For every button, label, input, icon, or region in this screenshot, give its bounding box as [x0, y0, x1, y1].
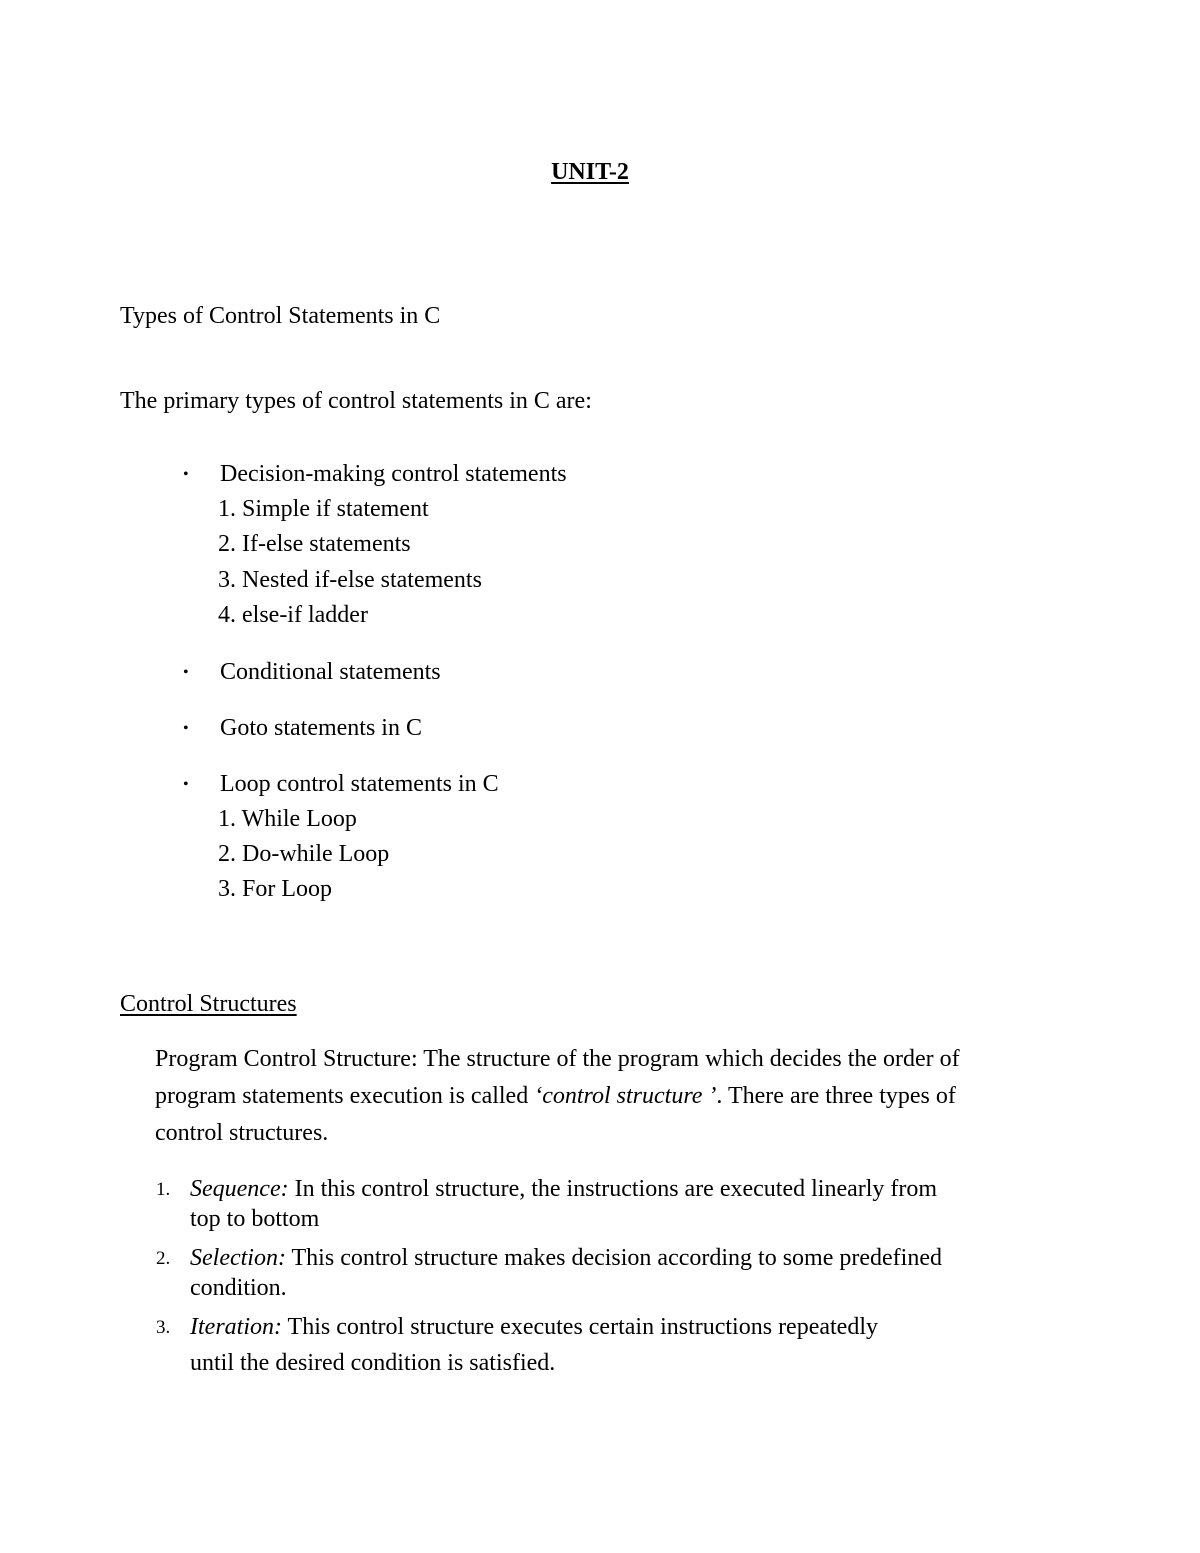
bullet-conditional: Conditional statements: [220, 659, 441, 685]
structure-item-sequence: [190, 1177, 937, 1201]
paragraph-line: Program Control Structure: The structure of the program which decides the order of: [155, 1046, 960, 1072]
structure-desc-continued: condition.: [190, 1275, 287, 1301]
sub-item: 1. Simple if statement: [218, 496, 429, 522]
structure-item-iteration: [190, 1315, 878, 1339]
sub-item: 2. If-else statements: [218, 531, 411, 557]
sub-item: 3. For Loop: [218, 876, 332, 902]
sub-item: 2. Do-while Loop: [218, 841, 390, 867]
structure-desc: This control structure makes decision according to some predefined: [285, 1245, 942, 1271]
bullet-marker: •: [183, 720, 189, 737]
bullet-decision-making: Decision-making control statements: [220, 461, 567, 487]
intro-text: The primary types of control statements in C are:: [120, 388, 592, 414]
list-number: 3.: [156, 1317, 171, 1338]
bullet-marker: •: [183, 776, 189, 793]
list-number: 2.: [156, 1248, 171, 1269]
structure-item-selection: [190, 1246, 942, 1270]
unit-title: UNIT-2: [551, 159, 629, 185]
paragraph-text: . There are three types of: [716, 1083, 956, 1109]
structure-term: Selection:: [190, 1245, 286, 1271]
section-heading-control-structures: Control Structures: [120, 991, 297, 1017]
list-number: 1.: [156, 1179, 171, 1200]
bullet-marker: •: [183, 664, 189, 681]
sub-item: 3. Nested if-else statements: [218, 567, 482, 593]
structure-term: Sequence:: [190, 1176, 289, 1202]
paragraph-line: control structures.: [155, 1120, 329, 1146]
structure-desc: In this control structure, the instructions are executed linearly from: [288, 1176, 938, 1202]
paragraph-line: [155, 1084, 956, 1108]
paragraph-text: program statements execution is called: [155, 1083, 535, 1109]
bullet-loop-control: Loop control statements in C: [220, 771, 499, 797]
paragraph-italic-term: ‘control structure ’: [534, 1083, 717, 1109]
bullet-goto: Goto statements in C: [220, 715, 422, 741]
sub-item: 4. else-if ladder: [218, 602, 368, 628]
bullet-marker: •: [183, 466, 189, 483]
structure-desc-continued: until the desired condition is satisfied.: [190, 1350, 556, 1376]
section-heading-types: Types of Control Statements in C: [120, 303, 441, 329]
structure-term: Iteration:: [190, 1314, 282, 1340]
structure-desc: This control structure executes certain instructions repeatedly: [281, 1314, 878, 1340]
structure-desc-continued: top to bottom: [190, 1206, 320, 1232]
sub-item: 1. While Loop: [218, 806, 357, 832]
